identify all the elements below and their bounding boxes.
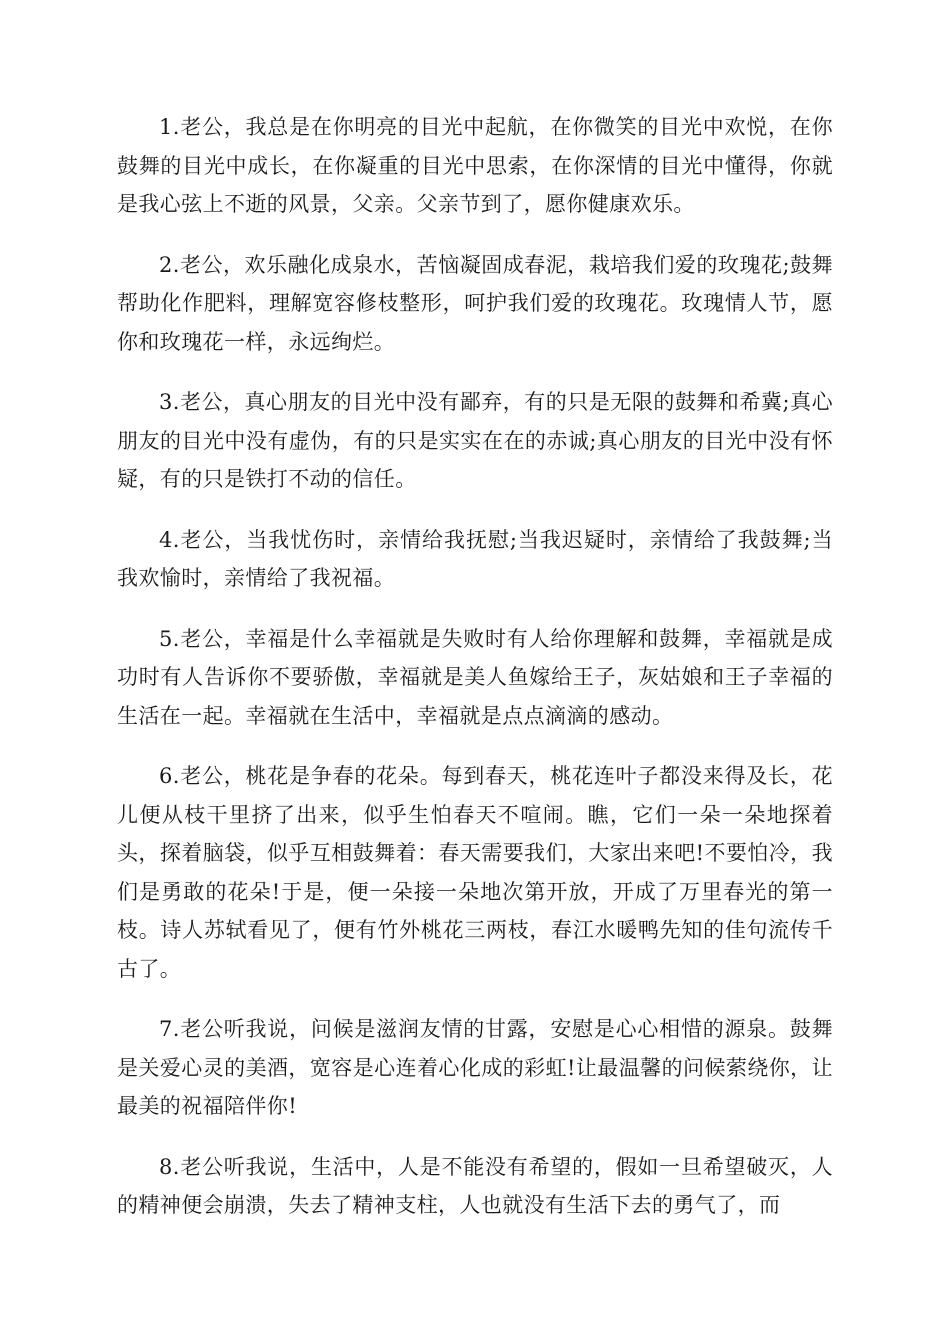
paragraph-7: 7.老公听我说，问候是滋润友情的甘露，安慰是心心相惜的源泉。鼓舞是关爱心灵的美酒，宽容是心连着心化成的彩虹!让最温馨的问候萦绕你，让最美的祝福陪伴你! [117, 1017, 833, 1118]
paragraph-2: 2.老公，欢乐融化成泉水，苦恼凝固成春泥，栽培我们爱的玫瑰花;鼓舞帮助化作肥料，理解宽容修枝整形，呵护我们爱的玫瑰花。玫瑰情人节，愿你和玫瑰花一样，永远绚烂。 [117, 252, 833, 354]
document-body [117, 108, 833, 1247]
paragraph-5: 5.老公，幸福是什么幸福就是失败时有人给你理解和鼓舞，幸福就是成功时有人告诉你不要骄傲，幸福就是美人鱼嫁给王子，灰姑娘和王子幸福的生活在一起。幸福就在生活中，幸福就是点点滴滴的感动。 [117, 626, 833, 728]
paragraph-8: 8.老公听我说，生活中，人是不能没有希望的，假如一旦希望破灭，人的精神便会崩溃，失去了精神支柱，人也就没有生活下去的勇气了，而 [117, 1154, 833, 1217]
paragraph-4: 4.老公，当我忧伤时，亲情给我抚慰;当我迟疑时，亲情给了我鼓舞;当我欢愉时，亲情给了我祝福。 [117, 527, 833, 590]
paragraph-1: 1.老公，我总是在你明亮的目光中起航，在你微笑的目光中欢悦，在你鼓舞的目光中成长，在你凝重的目光中思索，在你深情的目光中懂得，你就是我心弦上不逝的风景，父亲。父亲节到了，愿你健康欢乐。 [117, 115, 833, 216]
paragraph-3: 3.老公，真心朋友的目光中没有鄙弃，有的只是无限的鼓舞和希冀;真心朋友的目光中没有虚伪，有的只是实实在在的赤诚;真心朋友的目光中没有怀疑，有的只是铁打不动的信任。 [117, 390, 833, 491]
paragraph-6: 6.老公，桃花是争春的花朵。每到春天，桃花连叶子都没来得及长，花儿便从枝干里挤了出来，似乎生怕春天不喧闹。瞧，它们一朵一朵地探着头，探着脑袋，似乎互相鼓舞着：春天需要我们，大家出来吧!不要怕冷，我们是勇敢的花朵!于是，便一朵接一朵地次第开放，开成了万里春光的第一枝。诗人苏轼看见了，便有竹外桃花三两枝，春江水暖鸭先知的佳句流传千古了。 [117, 764, 833, 981]
